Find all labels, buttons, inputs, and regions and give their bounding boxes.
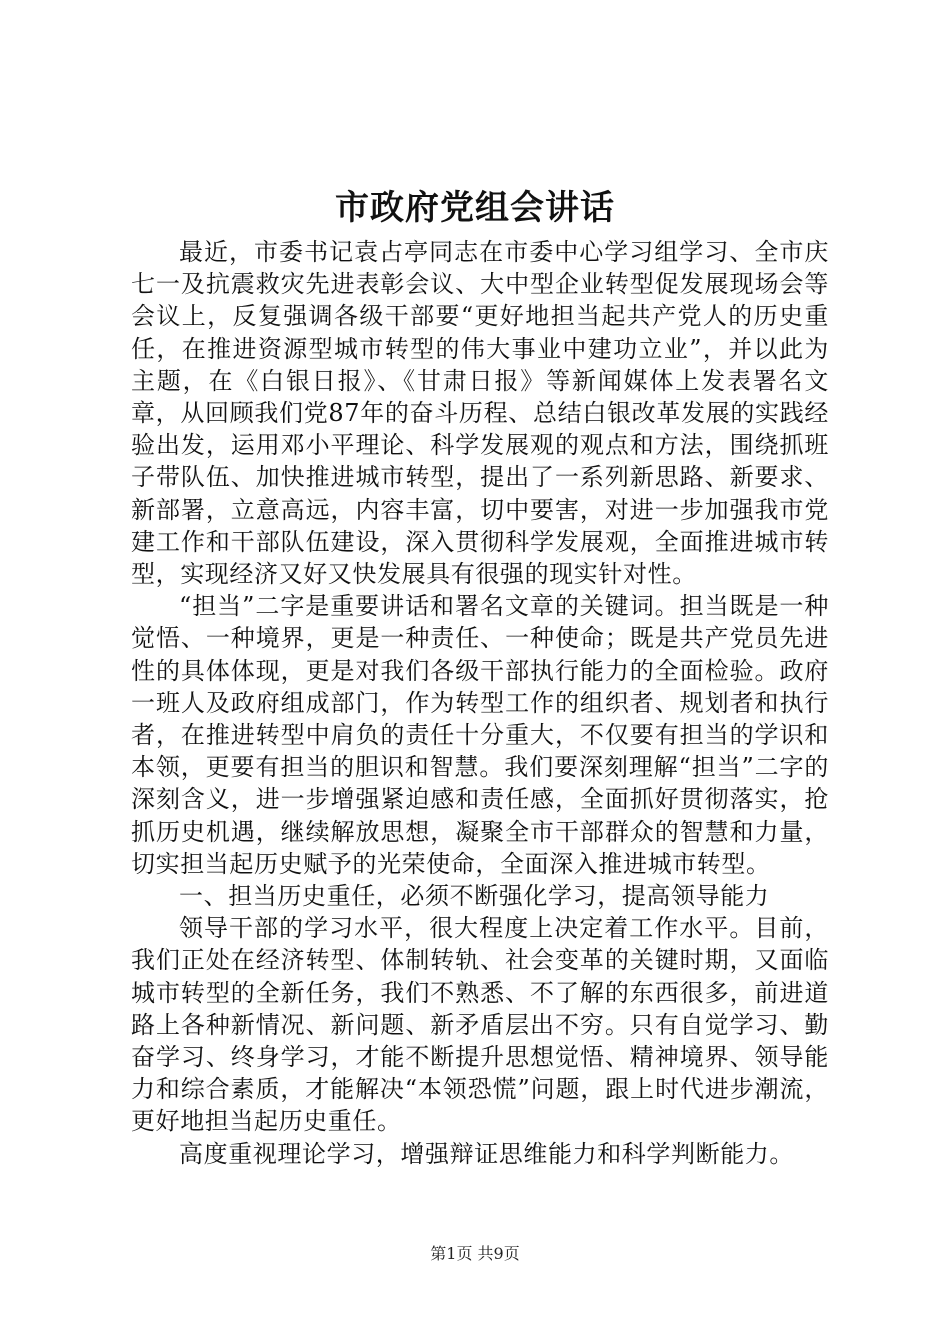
paragraph-theory: 高度重视理论学习，增强辩证思维能力和科学判断能力。 bbox=[179, 1139, 794, 1168]
paragraph-intro: 最近，市委书记袁占亭同志在市委中心学习组学习、全市庆七一及抗震救灾先进表彰会议、大中型企业转型促发展现场会等会议上，反复强调各级干部要“更好地担当起共产党人的历史重任，在推进资源型城市转型的伟大事业中建功立业”，并以此为主题，在《白银日报》、《甘肃日报》等新闻媒体上发表署名文章，从回顾我们党87年的奋斗历程、总结白银改革发展的实践经验出发，运用邓小平理论、科学发展观的观点和方法，围绕抓班子带队伍、加快推进城市转型，提出了一系列新思路、新要求、新部署，立意高远，内容丰富，切中要害，对进一步加强我市党建工作和干部队伍建设，深入贯彻科学发展观，全面推进城市转型，实现经济又好又快发展具有很强的现实针对性。 bbox=[131, 238, 829, 589]
page-number-footer: 第1页 共9页 bbox=[430, 1244, 520, 1263]
document-body bbox=[131, 236, 829, 1170]
paragraph-dandang: “担当”二字是重要讲话和署名文章的关键词。担当既是一种觉悟、一种境界，更是一种责任、一种使命；既是共产党员先进性的具体体现，更是对我们各级干部执行能力的全面检验。政府一班人及政府组成部门，作为转型工作的组织者、规划者和执行者，在推进转型中肩负的责任十分重大，不仅要有担当的学识和本领，更要有担当的胆识和智慧。我们要深刻理解“担当”二字的深刻含义，进一步增强紧迫感和责任感，全面抓好贯彻落实，抢抓历史机遇，继续解放思想，凝聚全市干部群众的智慧和力量，切实担当起历史赋予的光荣使命，全面深入推进城市转型。 bbox=[131, 592, 829, 878]
section-heading-1: 一、担当历史重任，必须不断强化学习，提高领导能力 bbox=[179, 882, 770, 911]
document-title: 市政府党组会讲话 bbox=[335, 188, 615, 228]
paragraph-study: 领导干部的学习水平，很大程度上决定着工作水平。目前，我们正处在经济转型、体制转轨、社会变革的关键时期，又面临城市转型的全新任务，我们不熟悉、不了解的东西很多，前进道路上各种新情况、新问题、新矛盾层出不穷。只有自觉学习、勤奋学习、终身学习，才能不断提升思想觉悟、精神境界、领导能力和综合素质，才能解决“本领恐慌”问题，跟上时代进步潮流，更好地担当起历史重任。 bbox=[131, 914, 829, 1136]
